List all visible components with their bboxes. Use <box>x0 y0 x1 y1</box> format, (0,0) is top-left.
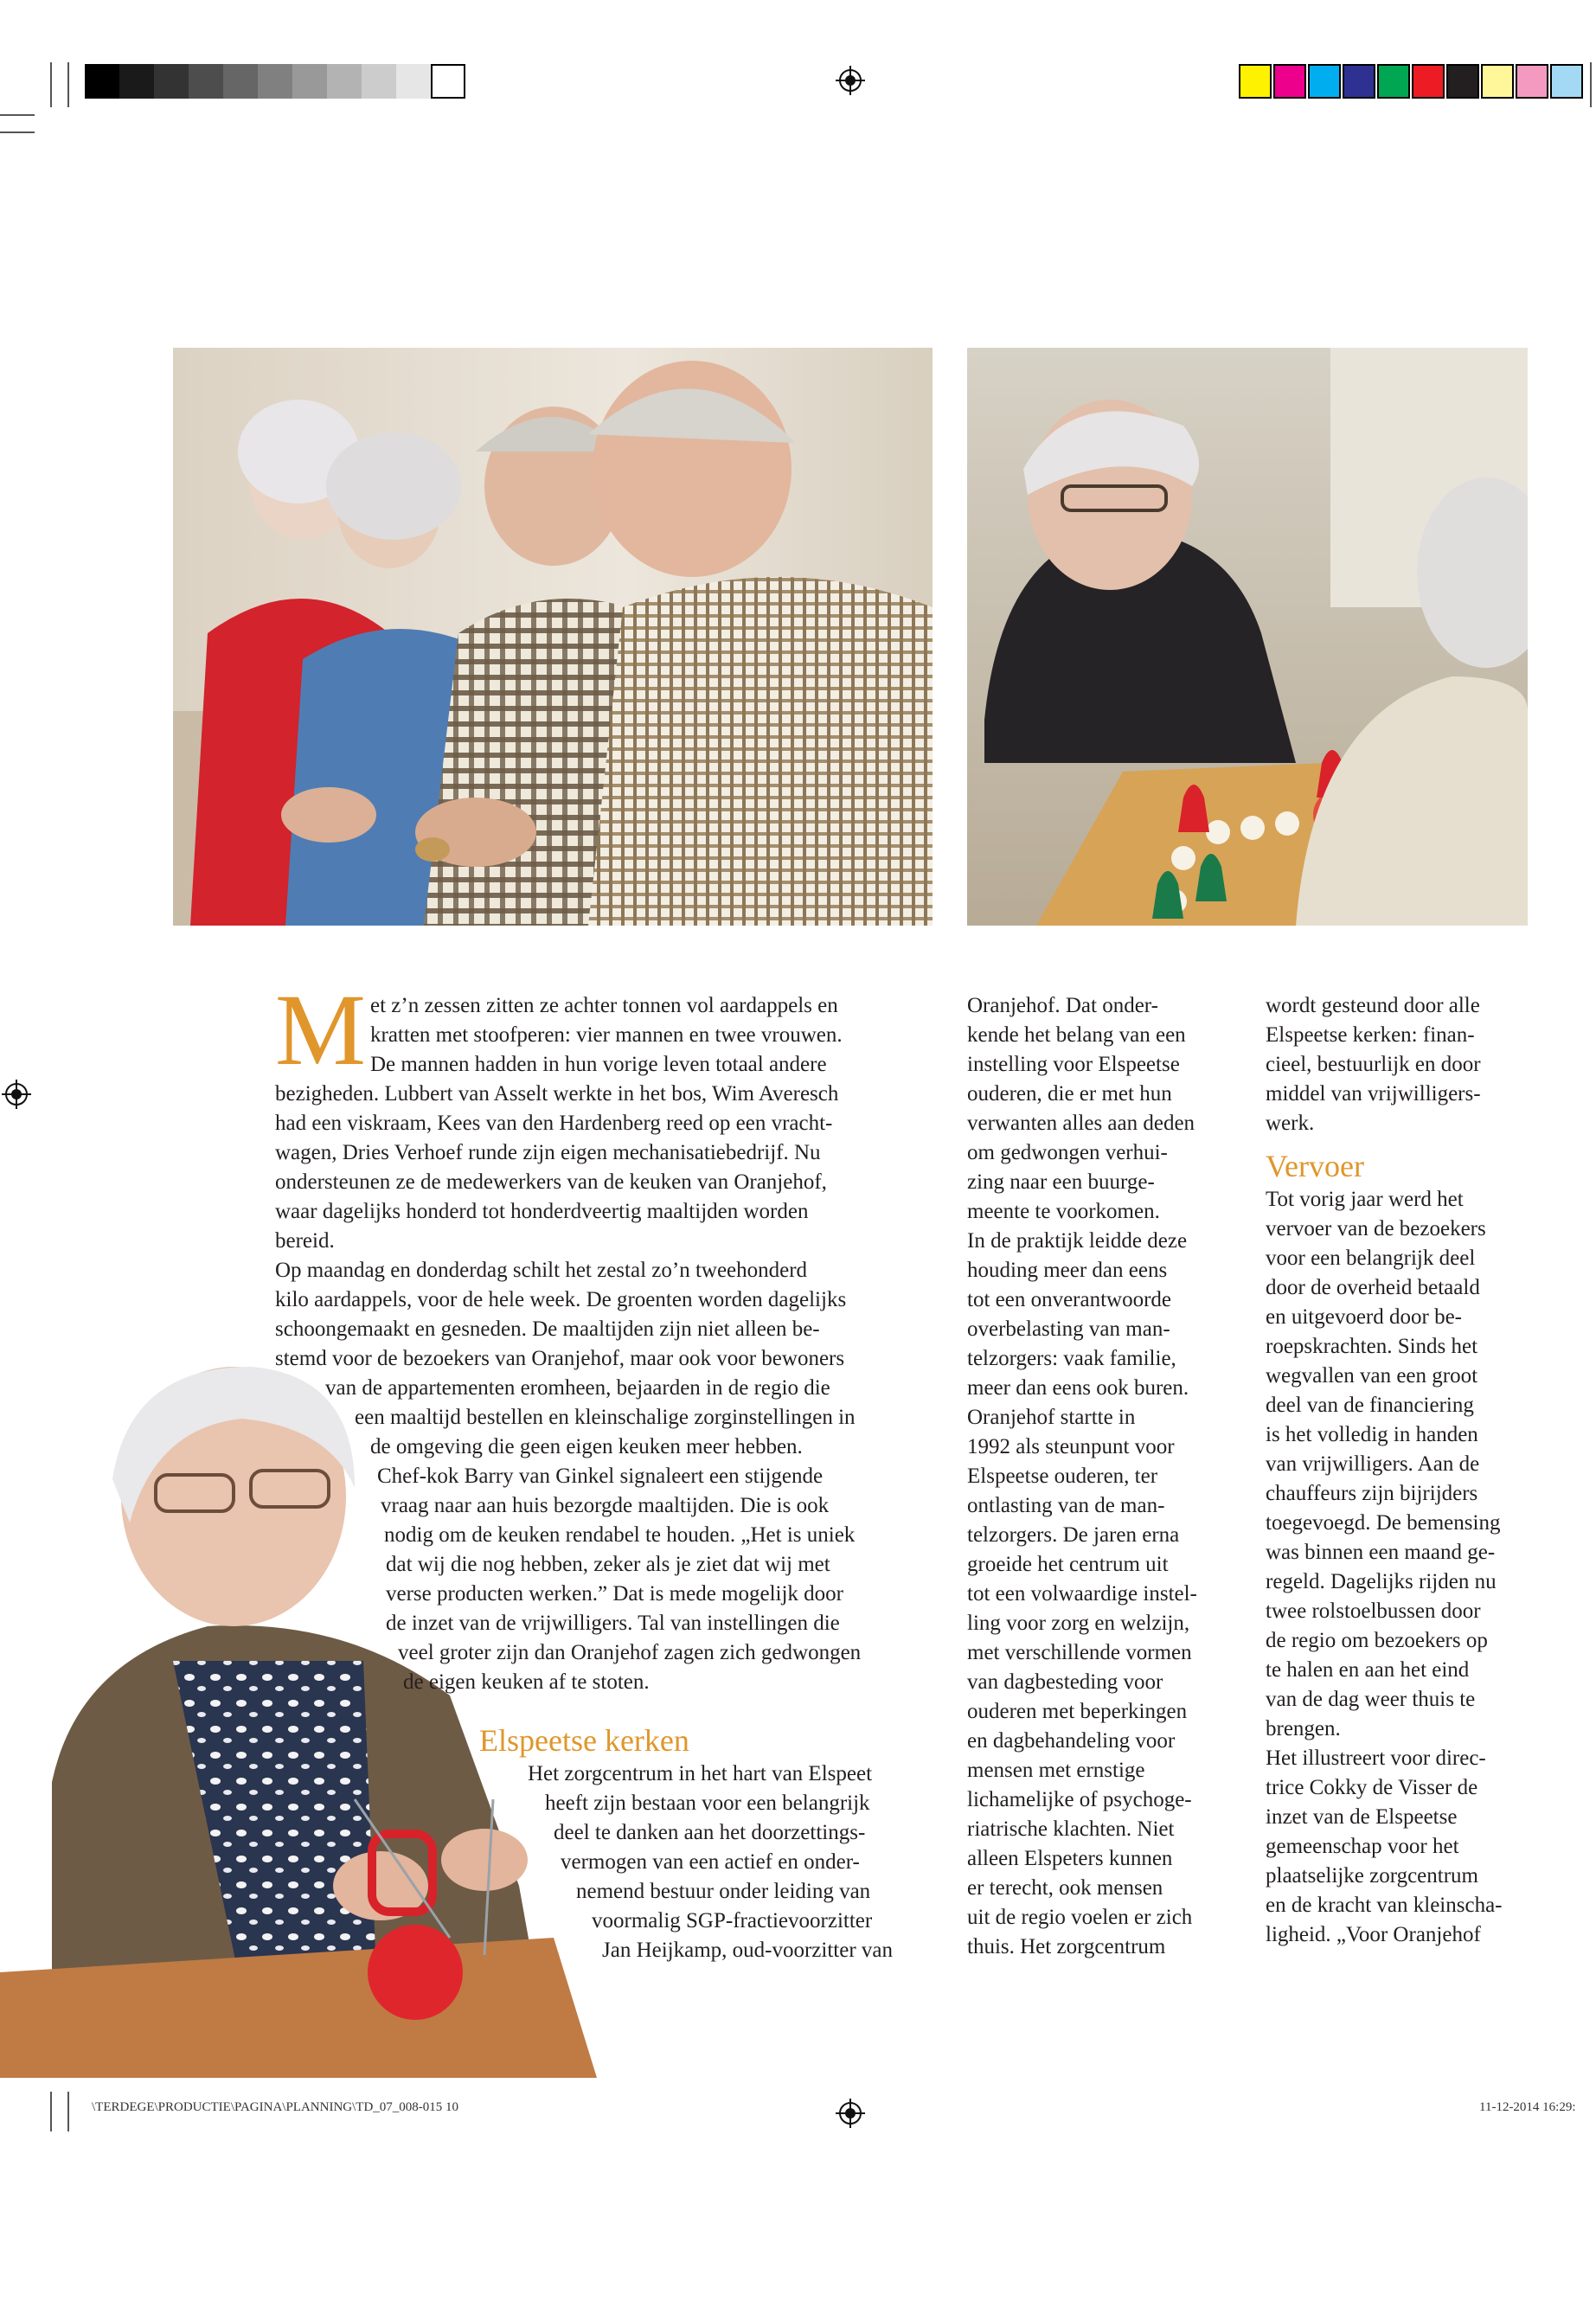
text-line: plaatselijke zorgcentrum <box>1266 1864 1478 1888</box>
registration-mark-icon <box>836 2099 865 2128</box>
text-line: heeft zijn bestaan voor een belangrijk <box>545 1791 870 1815</box>
heading-elspeetse-kerken: Elspeetse kerken <box>479 1723 689 1758</box>
text-line: alleen Elspeters kunnen <box>967 1847 1173 1870</box>
text-line: en dagbehandeling voor <box>967 1729 1176 1753</box>
text-line: verse producten werken.” Dat is mede mogelijk door <box>386 1582 843 1606</box>
text-line: veel groter zijn dan Oranjehof zagen zich gedwongen <box>398 1641 862 1664</box>
text-line: vermogen van een actief en onder- <box>561 1850 860 1874</box>
text-line: en uitgevoerd door be- <box>1266 1305 1463 1329</box>
text-line: Het zorgcentrum in het hart van Elspeet <box>528 1762 873 1785</box>
color-swatch <box>1308 64 1341 99</box>
text-line: wordt gesteund door alle <box>1266 994 1480 1017</box>
column-3-text <box>1266 991 1551 1950</box>
column-2-text <box>967 991 1244 1962</box>
text-line: van de appartementen eromheen, bejaarden in de regio die <box>325 1376 830 1400</box>
color-swatch <box>1481 64 1514 99</box>
color-swatch <box>1239 64 1272 99</box>
text-line: chauffeurs zijn bijrijders <box>1266 1482 1478 1505</box>
drop-cap: M <box>275 973 366 1086</box>
text-line: voormalig SGP-fractievoorzitter <box>592 1909 873 1932</box>
text-line: De mannen hadden in hun vorige leven totaal andere <box>370 1053 827 1076</box>
text-line: verwanten alles aan deden <box>967 1112 1195 1135</box>
text-line: kratten met stoofperen: vier mannen en twee vrouwen. <box>370 1023 843 1047</box>
text-line: Oranjehof startte in <box>967 1406 1136 1429</box>
text-line: nemend bestuur onder leiding van <box>576 1880 871 1903</box>
text-line: roepskrachten. Sinds het <box>1266 1335 1478 1358</box>
text-line: kilo aardappels, voor de hele week. De groenten worden dagelijks <box>275 1288 847 1311</box>
text-line: vervoer van de bezoekers <box>1266 1217 1486 1240</box>
text-line: lichamelijke of psychoge- <box>967 1788 1192 1811</box>
text-line: te halen en aan het eind <box>1266 1658 1470 1682</box>
text-line: van de dag weer thuis te <box>1266 1688 1476 1711</box>
text-line: bereid. <box>275 1229 335 1253</box>
text-line: meer dan eens ook buren. <box>967 1376 1189 1400</box>
text-line: met verschillende vormen <box>967 1641 1192 1664</box>
text-line: 1992 als steunpunt voor <box>967 1435 1175 1458</box>
text-line: werk. <box>1266 1112 1315 1135</box>
text-line: telzorgers: vaak familie, <box>967 1347 1176 1370</box>
text-line: stemd voor de bezoekers van Oranjehof, maar ook voor bewoners <box>275 1347 845 1370</box>
color-swatch <box>1273 64 1306 99</box>
text-line: In de praktijk leidde deze <box>967 1229 1188 1253</box>
text-line: zing naar een buurge- <box>967 1170 1155 1194</box>
text-line: van vrijwilligers. Aan de <box>1266 1452 1480 1476</box>
text-line: mensen met ernstige <box>967 1759 1145 1782</box>
color-swatch <box>1446 64 1479 99</box>
text-line: telzorgers. De jaren erna <box>967 1523 1180 1547</box>
text-line: thuis. Het zorgcentrum <box>967 1935 1166 1958</box>
text-line: toegevoegd. De bemensing <box>1266 1511 1501 1535</box>
registration-mark-icon <box>2 1080 31 1109</box>
color-swatch <box>1377 64 1410 99</box>
photo-seniors-talking <box>173 348 933 926</box>
column-1-continued <box>275 1713 941 1965</box>
text-line: regeld. Dagelijks rijden nu <box>1266 1570 1497 1593</box>
text-line: deel van de financiering <box>1266 1394 1474 1417</box>
text-line: Elspeetse ouderen, ter <box>967 1465 1158 1488</box>
text-line: Op maandag en donderdag schilt het zestal zo’n tweehonderd <box>275 1259 808 1282</box>
heading-vervoer: Vervoer <box>1266 1149 1364 1183</box>
text-line: Jan Heijkamp, oud-voorzitter van <box>602 1939 894 1962</box>
grayscale-swatch <box>189 64 223 99</box>
production-date: 11-12-2014 16:29: <box>1479 2100 1576 2114</box>
text-line: en de kracht van kleinscha- <box>1266 1894 1503 1917</box>
text-line: tot een volwaardige instel- <box>967 1582 1197 1606</box>
text-line: was binnen een maand ge- <box>1266 1541 1496 1564</box>
text-line: cieel, bestuurlijk en door <box>1266 1053 1481 1076</box>
crop-mark <box>67 62 69 107</box>
color-swatch <box>1516 64 1548 99</box>
text-line: Elspeetse kerken: finan- <box>1266 1023 1475 1047</box>
text-line: inzet van de Elspeetse <box>1266 1805 1458 1829</box>
crop-mark <box>0 131 35 133</box>
text-line: kende het belang van een <box>967 1023 1186 1047</box>
text-line: de eigen keuken af te stoten. <box>403 1670 650 1694</box>
text-line: deel te danken aan het doorzettings- <box>554 1821 866 1844</box>
text-line: instelling voor Elspeetse <box>967 1053 1180 1076</box>
text-line: de omgeving die geen eigen keuken meer hebben. <box>370 1435 803 1458</box>
color-swatch <box>1343 64 1375 99</box>
registration-mark-icon <box>836 66 865 95</box>
crop-mark <box>50 2092 52 2131</box>
text-line: houding meer dan eens <box>967 1259 1168 1282</box>
text-line: een maaltijd bestellen en kleinschalige zorginstellingen in <box>355 1406 856 1429</box>
text-line: meente te voorkomen. <box>967 1200 1160 1223</box>
text-line: ontlasting van de man- <box>967 1494 1165 1517</box>
grayscale-swatch <box>396 64 431 99</box>
grayscale-swatch <box>258 64 292 99</box>
text-line: gemeenschap voor het <box>1266 1835 1459 1858</box>
crop-mark <box>50 62 52 107</box>
text-line: schoongemaakt en gesneden. De maaltijden zijn niet alleen be- <box>275 1317 820 1341</box>
text-line: wagen, Dries Verhoef runde zijn eigen mechanisatiebedrijf. Nu <box>275 1141 821 1164</box>
text-line: ligheid. „Voor Oranjehof <box>1266 1923 1481 1946</box>
text-line: brengen. <box>1266 1717 1341 1740</box>
crop-mark <box>67 2092 69 2131</box>
crop-mark <box>0 114 35 116</box>
text-line: groeide het centrum uit <box>967 1553 1169 1576</box>
text-line: wegvallen van een groot <box>1266 1364 1478 1388</box>
text-line: er terecht, ook mensen <box>967 1876 1163 1900</box>
text-line: riatrische klachten. Niet <box>967 1817 1175 1841</box>
text-line: overbelasting van man- <box>967 1317 1170 1341</box>
crop-mark <box>1590 62 1592 107</box>
text-line: ouderen met beperkingen <box>967 1700 1188 1723</box>
text-line: nodig om de keuken rendabel te houden. „Het is uniek <box>384 1523 856 1547</box>
grayscale-swatch <box>223 64 258 99</box>
text-line: dat wij die nog hebben, zeker als je ziet dat wij met <box>386 1553 830 1576</box>
text-line: had een viskraam, Kees van den Hardenberg reed op een vracht- <box>275 1112 833 1135</box>
grayscale-swatch <box>119 64 154 99</box>
text-line: de regio om bezoekers op <box>1266 1629 1488 1652</box>
text-line: Chef-kok Barry van Ginkel signaleert een stijgende <box>377 1465 824 1488</box>
text-line: Het illustreert voor direc- <box>1266 1747 1486 1770</box>
text-line: van dagbesteding voor <box>967 1670 1163 1694</box>
text-line: ouderen, die er met hun <box>967 1082 1172 1106</box>
text-line: bezigheden. Lubbert van Asselt werkte in het bos, Wim Averesch <box>275 1082 839 1106</box>
grayscale-swatch <box>292 64 327 99</box>
text-line: uit de regio voelen er zich <box>967 1906 1193 1929</box>
grayscale-swatch <box>431 64 465 99</box>
text-line: vraag naar aan huis bezorgde maaltijden. Die is ook <box>381 1494 830 1517</box>
text-line: tot een onverantwoorde <box>967 1288 1172 1311</box>
text-line: Oranjehof. Dat onder- <box>967 994 1158 1017</box>
grayscale-swatch <box>154 64 189 99</box>
text-line: middel van vrijwilligers- <box>1266 1082 1481 1106</box>
text-line: de inzet van de vrijwilligers. Tal van instellingen die <box>386 1612 840 1635</box>
color-swatch <box>1550 64 1583 99</box>
text-line: ling voor zorg en welzijn, <box>967 1612 1190 1635</box>
production-slug: \TERDEGE\PRODUCTIE\PAGINA\PLANNING\TD_07_008-015 10 <box>92 2100 459 2114</box>
text-line: voor een belangrijk deel <box>1266 1247 1476 1270</box>
text-line: is het volledig in handen <box>1266 1423 1478 1446</box>
color-swatch <box>1412 64 1445 99</box>
text-line: Tot vorig jaar werd het <box>1266 1188 1464 1211</box>
text-line: waar dagelijks honderd tot honderdveertig maaltijden worden <box>275 1200 809 1223</box>
text-line: trice Cokky de Visser de <box>1266 1776 1478 1799</box>
photo-board-game <box>967 348 1528 926</box>
text-line: et z’n zessen zitten ze achter tonnen vol aardappels en <box>370 994 838 1017</box>
text-line: om gedwongen verhui- <box>967 1141 1168 1164</box>
text-line: door de overheid betaald <box>1266 1276 1480 1299</box>
grayscale-swatch <box>327 64 362 99</box>
grayscale-swatch <box>85 64 119 99</box>
grayscale-swatch <box>362 64 396 99</box>
column-1-text <box>275 991 941 1697</box>
text-line: ondersteunen ze de medewerkers van de keuken van Oranjehof, <box>275 1170 827 1194</box>
text-line: twee rolstoelbussen door <box>1266 1599 1481 1623</box>
